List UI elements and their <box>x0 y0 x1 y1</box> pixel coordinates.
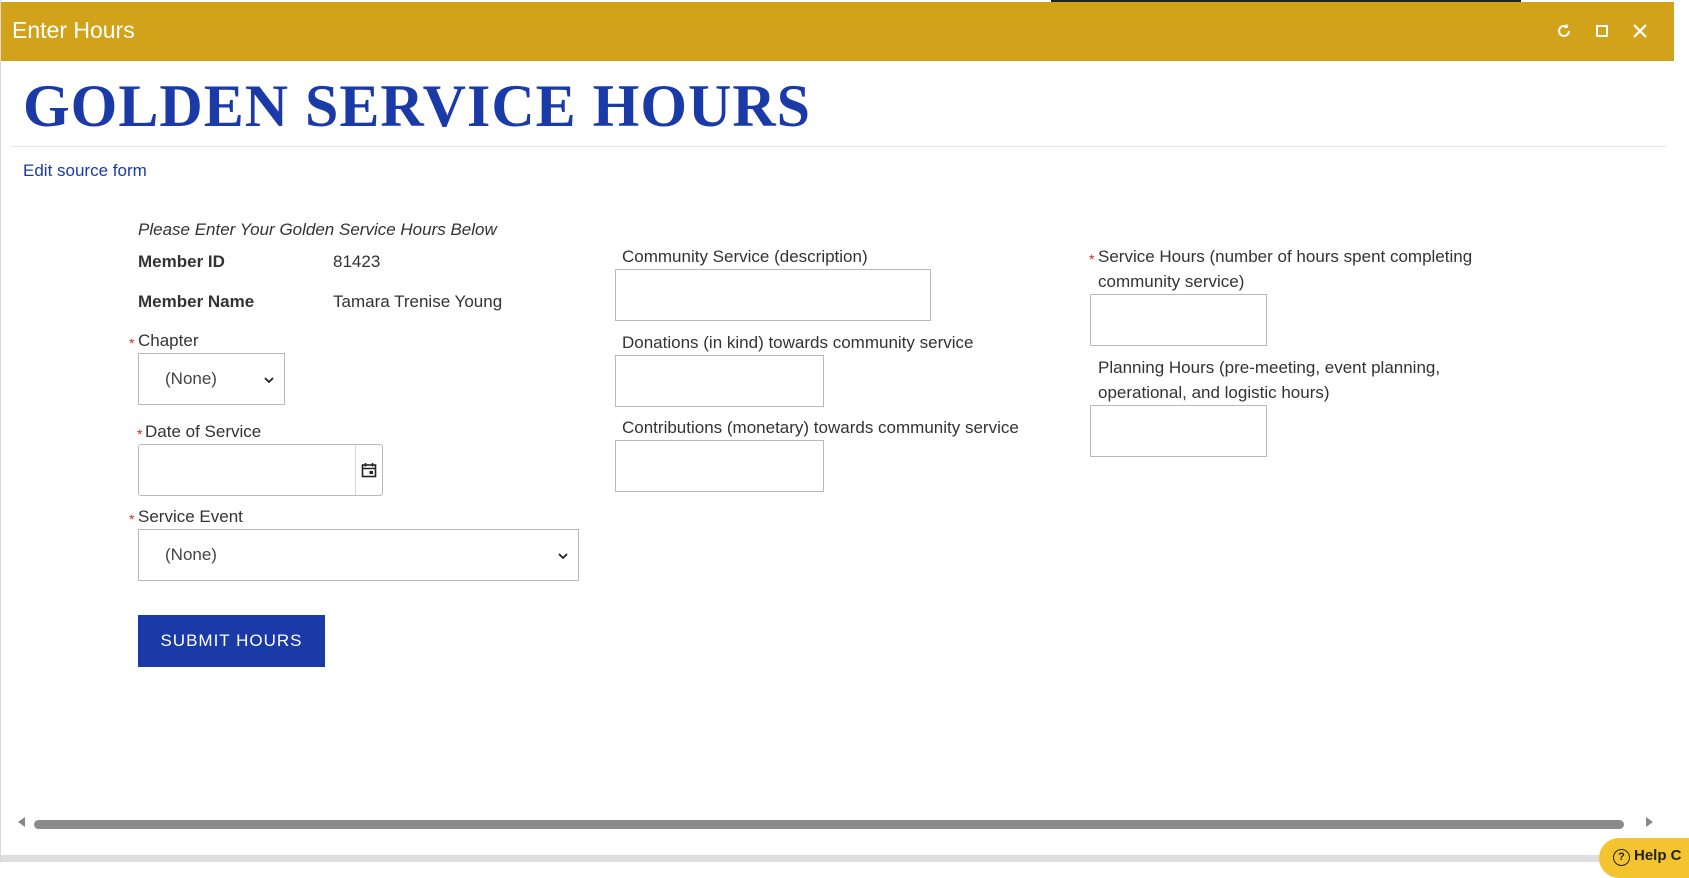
member-id-value: 81423 <box>333 252 381 271</box>
chevron-down-icon <box>558 545 568 565</box>
help-icon: ? <box>1613 849 1630 866</box>
planning-hours-label-line1: Planning Hours (pre-meeting, event planning, <box>1098 358 1441 377</box>
date-of-service-input[interactable] <box>138 444 383 496</box>
chapter-select[interactable] <box>138 353 285 405</box>
help-button[interactable] <box>1599 838 1689 878</box>
scrollbar-thumb[interactable] <box>34 820 1624 829</box>
bottom-bar <box>1 855 1674 862</box>
scroll-left-arrow-icon[interactable] <box>18 817 25 827</box>
title-bar <box>1 2 1674 61</box>
planning-hours-input[interactable] <box>1090 405 1267 457</box>
contributions-label: Contributions (monetary) towards community service <box>622 418 1019 437</box>
community-service-label: Community Service (description) <box>622 247 868 266</box>
service-hours-input[interactable] <box>1090 294 1267 346</box>
planning-hours-label-line2: operational, and logistic hours) <box>1098 383 1330 402</box>
service-hours-required-marker: * <box>1089 251 1095 267</box>
donations-label: Donations (in kind) towards community service <box>622 333 974 352</box>
help-label: Help C <box>1634 847 1682 864</box>
member-name-value: Tamara Trenise Young <box>333 292 503 311</box>
calendar-icon[interactable] <box>355 445 382 495</box>
date-of-service-label: Date of Service <box>145 422 262 441</box>
scroll-right-arrow-icon[interactable] <box>1646 817 1653 827</box>
service-hours-label-line2: community service) <box>1098 272 1245 291</box>
date-required-marker: * <box>137 426 143 442</box>
chapter-selected-value: (None) <box>165 369 217 388</box>
page-heading: GOLDEN SERVICE HOURS <box>23 73 812 139</box>
contributions-input[interactable] <box>615 440 824 492</box>
service-event-selected-value: (None) <box>165 545 217 564</box>
service-event-label: Service Event <box>138 507 243 526</box>
chapter-label: Chapter <box>138 331 199 350</box>
service-hours-label-line1: Service Hours (number of hours spent completing <box>1098 247 1473 266</box>
heading-divider <box>11 146 1666 147</box>
service-event-select[interactable] <box>138 529 579 581</box>
community-service-input[interactable] <box>615 269 931 321</box>
chapter-required-marker: * <box>129 335 135 351</box>
maximize-icon[interactable] <box>1589 18 1615 44</box>
refresh-icon[interactable] <box>1551 18 1577 44</box>
service-event-required-marker: * <box>129 511 135 527</box>
close-icon[interactable] <box>1627 18 1653 44</box>
edit-source-form-link[interactable]: Edit source form <box>23 161 147 180</box>
member-id-label: Member ID <box>138 252 225 271</box>
chevron-down-icon <box>264 369 274 389</box>
member-name-label: Member Name <box>138 292 255 311</box>
intro-text: Please Enter Your Golden Service Hours Below <box>138 220 497 239</box>
submit-hours-button[interactable]: SUBMIT HOURS <box>138 615 325 667</box>
window-title: Enter Hours <box>12 17 135 43</box>
donations-input[interactable] <box>615 355 824 407</box>
